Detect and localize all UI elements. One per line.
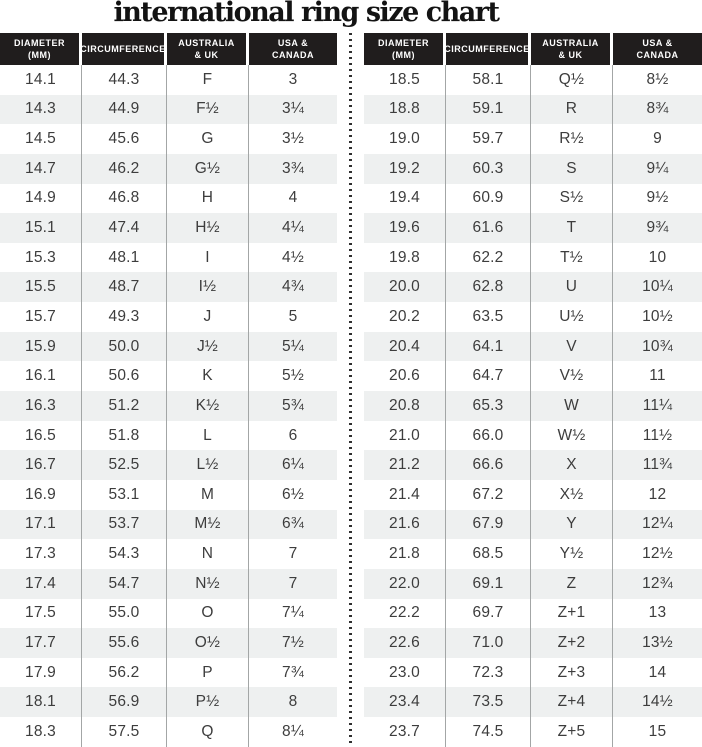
cell-diameter-mm: 21.2 <box>364 450 446 480</box>
ring-size-table-left <box>0 33 337 747</box>
cell-usa-canada: 15 <box>648 722 667 740</box>
cell-australia-uk: V <box>531 332 613 362</box>
table-row <box>364 361 702 391</box>
cell-australia-uk: S½ <box>531 184 613 214</box>
table-row <box>0 361 337 391</box>
cell-diameter-mm: 15.5 <box>0 272 82 302</box>
tables-container <box>0 33 702 747</box>
cell-usa-canada: 7¾ <box>282 663 304 681</box>
cell-usa-canada: 14½ <box>642 693 673 711</box>
cell-australia-uk: N <box>167 539 249 569</box>
cell-australia-uk: X½ <box>531 480 613 510</box>
cell-australia-uk: Q½ <box>531 65 613 95</box>
cell-australia-uk: L½ <box>167 450 249 480</box>
cell-circumference: 64.1 <box>446 332 531 362</box>
cell-australia-uk: M <box>167 480 249 510</box>
table-row <box>364 213 702 243</box>
cell-australia-uk: V½ <box>531 361 613 391</box>
cell-circumference: 68.5 <box>446 539 531 569</box>
cell-circumference: 58.1 <box>446 65 531 95</box>
table-row <box>0 154 337 184</box>
cell-circumference: 44.3 <box>82 65 167 95</box>
table-row <box>0 243 337 273</box>
column-header-australia-uk <box>167 33 249 65</box>
table-row <box>364 628 702 658</box>
cell-australia-uk: O <box>167 599 249 629</box>
cell-australia-uk: R <box>531 95 613 125</box>
cell-diameter-mm: 21.0 <box>364 421 446 451</box>
cell-usa-canada: 11 <box>649 367 666 385</box>
cell-australia-uk: H <box>167 184 249 214</box>
cell-circumference: 72.3 <box>446 658 531 688</box>
page-title: international ring size chart <box>113 0 499 28</box>
table-row <box>364 391 702 421</box>
table-row <box>0 332 337 362</box>
column-header-line: & UK <box>194 50 219 60</box>
cell-diameter-mm: 22.6 <box>364 628 446 658</box>
column-header-line: CIRCUMFERENCE <box>444 43 530 54</box>
column-header-line: AUSTRALIA <box>178 37 235 48</box>
column-header-circumference <box>446 33 531 65</box>
table-row <box>364 124 702 154</box>
cell-circumference: 56.2 <box>82 658 167 688</box>
table-header-row <box>0 33 337 65</box>
cell-australia-uk: G <box>167 124 249 154</box>
table-divider-column <box>337 33 364 747</box>
column-header-line: CANADA <box>272 50 314 60</box>
cell-usa-canada: 4 <box>288 189 298 207</box>
cell-australia-uk: W½ <box>531 421 613 451</box>
table-row <box>364 539 702 569</box>
cell-usa-canada: 7 <box>288 545 298 563</box>
ring-size-table-right <box>364 33 702 747</box>
cell-usa-canada: 12¼ <box>642 515 673 533</box>
cell-circumference: 61.6 <box>446 213 531 243</box>
table-row <box>0 184 337 214</box>
table-row <box>0 717 337 747</box>
cell-diameter-mm: 23.0 <box>364 658 446 688</box>
cell-diameter-mm: 23.4 <box>364 687 446 717</box>
table-row <box>0 658 337 688</box>
column-header-line: (MM) <box>28 50 51 60</box>
cell-australia-uk: Z+1 <box>531 599 613 629</box>
cell-usa-canada: 7 <box>288 574 298 592</box>
table-row <box>0 272 337 302</box>
cell-usa-canada: 4¾ <box>282 278 304 296</box>
column-header-circumference <box>82 33 167 65</box>
cell-circumference: 52.5 <box>82 450 167 480</box>
cell-circumference: 69.7 <box>446 599 531 629</box>
cell-australia-uk: R½ <box>531 124 613 154</box>
cell-circumference: 54.3 <box>82 539 167 569</box>
cell-diameter-mm: 18.8 <box>364 95 446 125</box>
cell-australia-uk: L <box>167 421 249 451</box>
cell-usa-canada: 9¼ <box>646 159 669 177</box>
column-header-australia-uk <box>531 33 613 65</box>
cell-usa-canada: 6¼ <box>282 456 304 474</box>
cell-australia-uk: Z <box>531 569 613 599</box>
cell-diameter-mm: 17.4 <box>0 569 82 599</box>
cell-diameter-mm: 14.1 <box>0 65 82 95</box>
cell-australia-uk: M½ <box>167 510 249 540</box>
cell-diameter-mm: 23.7 <box>364 717 446 747</box>
cell-circumference: 50.0 <box>82 332 167 362</box>
cell-circumference: 46.2 <box>82 154 167 184</box>
table-row <box>0 687 337 717</box>
cell-diameter-mm: 17.3 <box>0 539 82 569</box>
cell-diameter-mm: 18.3 <box>0 717 82 747</box>
cell-australia-uk: K½ <box>167 391 249 421</box>
column-header-usa-canada <box>249 33 337 65</box>
cell-circumference: 55.0 <box>82 599 167 629</box>
cell-usa-canada: 5¾ <box>282 396 304 414</box>
cell-diameter-mm: 17.9 <box>0 658 82 688</box>
cell-usa-canada: 11¼ <box>642 396 673 414</box>
table-row <box>364 599 702 629</box>
table-body <box>364 65 702 747</box>
cell-circumference: 53.7 <box>82 510 167 540</box>
cell-circumference: 71.0 <box>446 628 531 658</box>
table-row <box>364 480 702 510</box>
table-row <box>364 569 702 599</box>
column-header-line: USA & <box>642 37 673 48</box>
cell-circumference: 46.8 <box>82 184 167 214</box>
cell-usa-canada: 4½ <box>282 248 304 266</box>
cell-circumference: 51.2 <box>82 391 167 421</box>
cell-diameter-mm: 18.1 <box>0 687 82 717</box>
cell-usa-canada: 7¼ <box>282 604 304 622</box>
cell-usa-canada: 5½ <box>282 367 304 385</box>
cell-circumference: 67.2 <box>446 480 531 510</box>
cell-usa-canada: 3¼ <box>282 100 304 118</box>
cell-circumference: 62.8 <box>446 272 531 302</box>
table-row <box>364 154 702 184</box>
cell-usa-canada: 10½ <box>642 307 673 325</box>
cell-circumference: 54.7 <box>82 569 167 599</box>
cell-diameter-mm: 21.4 <box>364 480 446 510</box>
cell-usa-canada: 10¼ <box>642 278 673 296</box>
cell-australia-uk: P½ <box>167 687 249 717</box>
cell-diameter-mm: 22.2 <box>364 599 446 629</box>
cell-usa-canada: 6¾ <box>282 515 304 533</box>
column-header-line: DIAMETER <box>378 37 429 48</box>
table-row <box>364 302 702 332</box>
column-header-line: & UK <box>558 50 583 60</box>
table-row <box>0 124 337 154</box>
table-row <box>364 510 702 540</box>
cell-circumference: 49.3 <box>82 302 167 332</box>
cell-usa-canada: 9¾ <box>646 219 669 237</box>
cell-circumference: 50.6 <box>82 361 167 391</box>
cell-usa-canada: 11½ <box>642 426 673 444</box>
cell-circumference: 55.6 <box>82 628 167 658</box>
cell-australia-uk: J <box>167 302 249 332</box>
cell-diameter-mm: 15.3 <box>0 243 82 273</box>
column-header-line: (MM) <box>392 50 415 60</box>
cell-diameter-mm: 14.7 <box>0 154 82 184</box>
cell-australia-uk: Y <box>531 510 613 540</box>
table-row <box>0 65 337 95</box>
cell-circumference: 53.1 <box>82 480 167 510</box>
table-row <box>0 391 337 421</box>
cell-australia-uk: S <box>531 154 613 184</box>
cell-circumference: 59.7 <box>446 124 531 154</box>
cell-circumference: 48.7 <box>82 272 167 302</box>
cell-diameter-mm: 15.7 <box>0 302 82 332</box>
cell-circumference: 60.3 <box>446 154 531 184</box>
cell-circumference: 63.5 <box>446 302 531 332</box>
cell-usa-canada: 7½ <box>282 633 304 651</box>
table-row <box>364 450 702 480</box>
cell-circumference: 65.3 <box>446 391 531 421</box>
cell-circumference: 44.9 <box>82 95 167 125</box>
cell-usa-canada: 6½ <box>282 485 304 503</box>
cell-usa-canada: 12¾ <box>642 574 673 592</box>
cell-diameter-mm: 16.7 <box>0 450 82 480</box>
table-header-row <box>364 33 702 65</box>
cell-diameter-mm: 16.9 <box>0 480 82 510</box>
table-row <box>364 421 702 451</box>
table-row <box>0 95 337 125</box>
cell-usa-canada: 9½ <box>646 189 669 207</box>
cell-australia-uk: O½ <box>167 628 249 658</box>
cell-diameter-mm: 17.5 <box>0 599 82 629</box>
cell-circumference: 73.5 <box>446 687 531 717</box>
cell-usa-canada: 8¾ <box>646 100 669 118</box>
table-row <box>0 628 337 658</box>
cell-circumference: 64.7 <box>446 361 531 391</box>
table-row <box>0 421 337 451</box>
cell-diameter-mm: 19.4 <box>364 184 446 214</box>
cell-australia-uk: U½ <box>531 302 613 332</box>
cell-australia-uk: Q <box>167 717 249 747</box>
cell-usa-canada: 8 <box>288 693 298 711</box>
cell-circumference: 60.9 <box>446 184 531 214</box>
cell-usa-canada: 5¼ <box>282 337 304 355</box>
cell-diameter-mm: 19.8 <box>364 243 446 273</box>
cell-usa-canada: 3 <box>288 70 298 88</box>
cell-australia-uk: N½ <box>167 569 249 599</box>
cell-circumference: 69.1 <box>446 569 531 599</box>
cell-diameter-mm: 17.1 <box>0 510 82 540</box>
table-body <box>0 65 337 747</box>
cell-diameter-mm: 15.1 <box>0 213 82 243</box>
cell-usa-canada: 12½ <box>642 545 673 563</box>
cell-australia-uk: F <box>167 65 249 95</box>
table-row <box>364 65 702 95</box>
cell-australia-uk: P <box>167 658 249 688</box>
table-row <box>0 213 337 243</box>
cell-australia-uk: Z+2 <box>531 628 613 658</box>
cell-circumference: 66.0 <box>446 421 531 451</box>
cell-usa-canada: 8¼ <box>282 722 304 740</box>
cell-diameter-mm: 21.8 <box>364 539 446 569</box>
cell-diameter-mm: 14.5 <box>0 124 82 154</box>
column-header-line: AUSTRALIA <box>542 37 599 48</box>
table-row <box>364 243 702 273</box>
cell-circumference: 57.5 <box>82 717 167 747</box>
cell-circumference: 47.4 <box>82 213 167 243</box>
cell-australia-uk: T½ <box>531 243 613 273</box>
cell-circumference: 67.9 <box>446 510 531 540</box>
cell-usa-canada: 9 <box>653 130 662 148</box>
cell-usa-canada: 3¾ <box>282 159 304 177</box>
cell-diameter-mm: 14.3 <box>0 95 82 125</box>
column-header-line: CIRCUMFERENCE <box>80 43 166 54</box>
table-row <box>0 539 337 569</box>
cell-diameter-mm: 20.2 <box>364 302 446 332</box>
cell-diameter-mm: 20.6 <box>364 361 446 391</box>
cell-australia-uk: Z+3 <box>531 658 613 688</box>
cell-usa-canada: 13½ <box>642 633 673 651</box>
table-row <box>364 184 702 214</box>
cell-diameter-mm: 14.9 <box>0 184 82 214</box>
cell-diameter-mm: 19.6 <box>364 213 446 243</box>
cell-australia-uk: K <box>167 361 249 391</box>
column-header-usa-canada <box>613 33 702 65</box>
cell-australia-uk: U <box>531 272 613 302</box>
table-row <box>0 450 337 480</box>
dotted-divider-line <box>349 33 352 747</box>
cell-australia-uk: I½ <box>167 272 249 302</box>
cell-circumference: 66.6 <box>446 450 531 480</box>
cell-diameter-mm: 18.5 <box>364 65 446 95</box>
column-header-line: USA & <box>277 37 309 48</box>
cell-usa-canada: 12 <box>648 485 667 503</box>
table-row <box>0 599 337 629</box>
cell-diameter-mm: 15.9 <box>0 332 82 362</box>
cell-diameter-mm: 20.0 <box>364 272 446 302</box>
cell-usa-canada: 3½ <box>282 130 304 148</box>
cell-australia-uk: I <box>167 243 249 273</box>
cell-australia-uk: F½ <box>167 95 249 125</box>
column-header-line: CANADA <box>636 50 679 60</box>
cell-diameter-mm: 16.3 <box>0 391 82 421</box>
table-row <box>364 687 702 717</box>
cell-australia-uk: T <box>531 213 613 243</box>
cell-circumference: 45.6 <box>82 124 167 154</box>
table-row <box>364 332 702 362</box>
cell-diameter-mm: 20.4 <box>364 332 446 362</box>
cell-circumference: 48.1 <box>82 243 167 273</box>
cell-australia-uk: G½ <box>167 154 249 184</box>
column-header-line: DIAMETER <box>14 37 65 48</box>
cell-circumference: 59.1 <box>446 95 531 125</box>
cell-usa-canada: 8½ <box>646 70 669 88</box>
cell-australia-uk: Y½ <box>531 539 613 569</box>
cell-circumference: 74.5 <box>446 717 531 747</box>
cell-usa-canada: 4¼ <box>282 219 304 237</box>
column-header-diameter-mm <box>364 33 446 65</box>
table-row <box>364 272 702 302</box>
cell-usa-canada: 5 <box>288 307 298 325</box>
cell-usa-canada: 14 <box>648 663 667 681</box>
cell-circumference: 62.2 <box>446 243 531 273</box>
cell-usa-canada: 10 <box>648 248 667 266</box>
cell-diameter-mm: 22.0 <box>364 569 446 599</box>
cell-diameter-mm: 20.8 <box>364 391 446 421</box>
cell-diameter-mm: 19.2 <box>364 154 446 184</box>
cell-usa-canada: 11¾ <box>642 456 673 474</box>
cell-circumference: 56.9 <box>82 687 167 717</box>
cell-diameter-mm: 21.6 <box>364 510 446 540</box>
cell-australia-uk: W <box>531 391 613 421</box>
cell-australia-uk: X <box>531 450 613 480</box>
table-row <box>364 717 702 747</box>
cell-australia-uk: Z+5 <box>531 717 613 747</box>
column-header-diameter-mm <box>0 33 82 65</box>
cell-usa-canada: 13 <box>648 604 667 622</box>
cell-usa-canada: 6 <box>288 426 298 444</box>
cell-diameter-mm: 16.5 <box>0 421 82 451</box>
cell-australia-uk: H½ <box>167 213 249 243</box>
cell-usa-canada: 10¾ <box>642 337 673 355</box>
cell-australia-uk: J½ <box>167 332 249 362</box>
table-row <box>0 480 337 510</box>
cell-diameter-mm: 16.1 <box>0 361 82 391</box>
table-row <box>364 658 702 688</box>
cell-australia-uk: Z+4 <box>531 687 613 717</box>
cell-diameter-mm: 17.7 <box>0 628 82 658</box>
cell-circumference: 51.8 <box>82 421 167 451</box>
table-row <box>0 302 337 332</box>
table-row <box>0 510 337 540</box>
table-row <box>0 569 337 599</box>
cell-diameter-mm: 19.0 <box>364 124 446 154</box>
table-row <box>364 95 702 125</box>
